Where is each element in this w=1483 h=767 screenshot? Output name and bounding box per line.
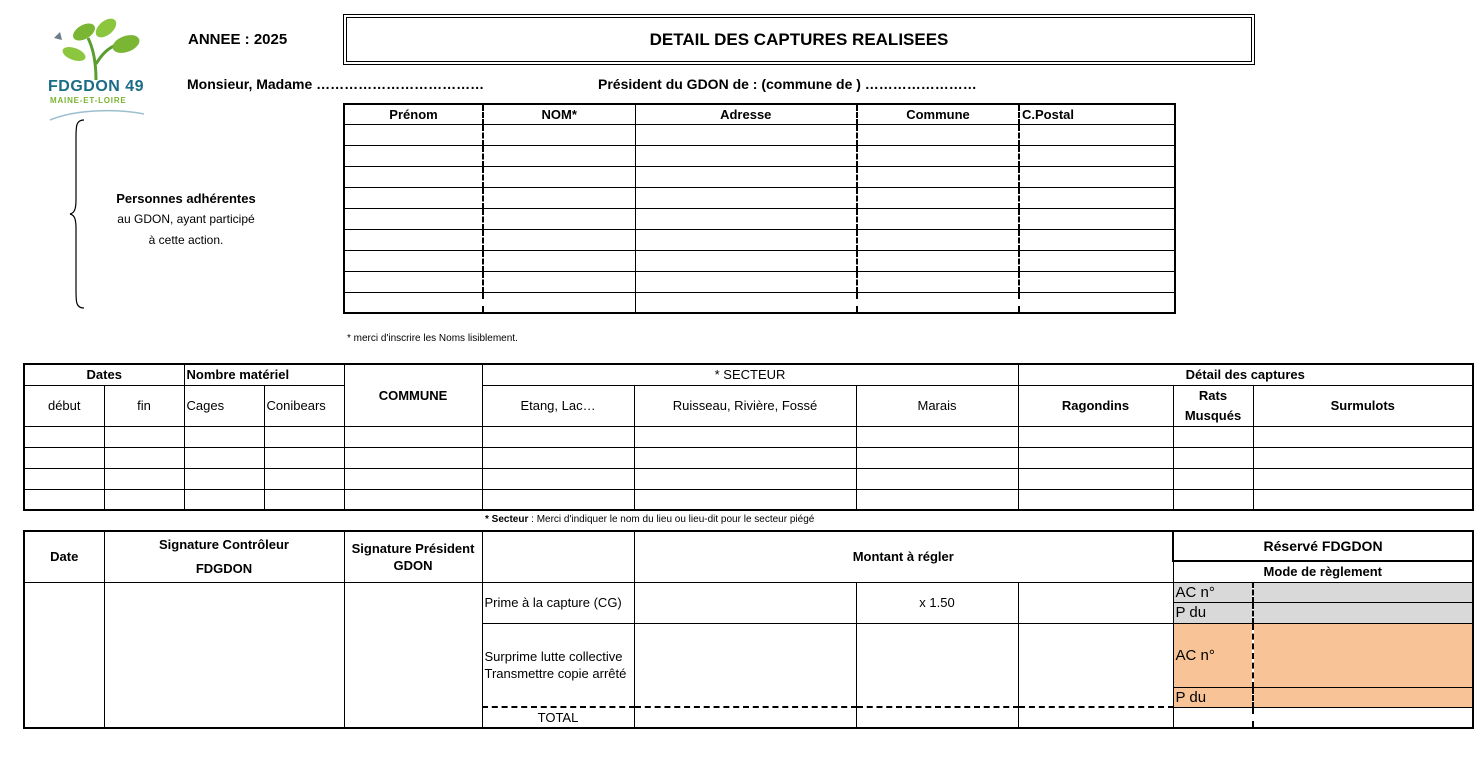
- prime-total-cell[interactable]: [1018, 582, 1173, 623]
- captures-header-row-2: [24, 385, 1473, 426]
- secteur-note: [485, 514, 814, 525]
- member-cell[interactable]: [483, 166, 635, 187]
- member-cell[interactable]: [344, 124, 483, 145]
- materiel-header: Nombre matériel: [184, 364, 344, 385]
- member-cell[interactable]: [344, 208, 483, 229]
- total-amount-cell[interactable]: [634, 707, 856, 728]
- total-total-cell[interactable]: [1018, 707, 1173, 728]
- logo-swoosh-icon: [44, 108, 152, 122]
- capture-cell[interactable]: [24, 426, 104, 447]
- pdu-value-2[interactable]: [1253, 687, 1473, 707]
- prime-amount-cell[interactable]: [634, 582, 856, 623]
- captures-header-row-1: [24, 364, 1473, 385]
- members-label-bold: Personnes adhérentes: [116, 191, 256, 206]
- signature-table: [23, 530, 1474, 729]
- col-cpostal: C.Postal: [1019, 104, 1175, 124]
- member-cell[interactable]: [635, 145, 857, 166]
- pdu-label-2: P du: [1173, 687, 1253, 707]
- member-cell[interactable]: [857, 250, 1019, 271]
- etang-header: Etang, Lac…: [482, 385, 634, 426]
- member-cell[interactable]: [1019, 187, 1175, 208]
- plant-sprout-icon: [44, 14, 152, 84]
- monsieur-field[interactable]: Monsieur, Madame ………………………………: [187, 76, 485, 92]
- capture-cell[interactable]: [482, 489, 634, 510]
- surprime-total-cell[interactable]: [1018, 623, 1173, 707]
- member-cell[interactable]: [483, 250, 635, 271]
- member-row: [344, 292, 1175, 313]
- capture-cell[interactable]: [24, 447, 104, 468]
- capture-cell[interactable]: [104, 489, 184, 510]
- member-cell[interactable]: [483, 229, 635, 250]
- members-label-line3: à cette action.: [148, 233, 224, 247]
- member-cell[interactable]: [635, 271, 857, 292]
- member-cell[interactable]: [1019, 208, 1175, 229]
- surprime-line-1: Surprime lutte collective: [484, 648, 623, 664]
- capture-cell[interactable]: [264, 426, 344, 447]
- capture-cell[interactable]: [184, 489, 264, 510]
- secteur-note-text: : Merci d'indiquer le nom du lieu ou lieu-dit pour le secteur piégé: [528, 514, 815, 525]
- col-adresse: Adresse: [635, 104, 857, 124]
- logo-subtitle: MAINE-ET-LOIRE: [50, 96, 127, 105]
- prime-label: Prime à la capture (CG): [482, 582, 634, 623]
- capture-cell[interactable]: [856, 468, 1018, 489]
- date-cell[interactable]: [24, 582, 104, 728]
- member-cell[interactable]: [483, 208, 635, 229]
- ac-value-2[interactable]: [1253, 623, 1473, 687]
- mode-header: Mode de règlement: [1173, 561, 1473, 582]
- year-label: ANNEE : 2025: [188, 31, 288, 48]
- capture-cell[interactable]: [482, 426, 634, 447]
- member-cell[interactable]: [857, 292, 1019, 313]
- capture-cell[interactable]: [264, 447, 344, 468]
- capture-cell[interactable]: [1173, 447, 1253, 468]
- member-cell[interactable]: [1019, 292, 1175, 313]
- member-cell[interactable]: [857, 187, 1019, 208]
- president-sign-label-2: GDON: [393, 557, 433, 573]
- member-cell[interactable]: [344, 250, 483, 271]
- capture-cell[interactable]: [344, 489, 482, 510]
- debut-header: début: [24, 385, 104, 426]
- capture-cell[interactable]: [482, 447, 634, 468]
- title-box: [343, 14, 1255, 65]
- capture-cell[interactable]: [1018, 468, 1173, 489]
- date-header: Date: [24, 531, 104, 582]
- member-cell[interactable]: [483, 187, 635, 208]
- member-cell[interactable]: [635, 208, 857, 229]
- capture-cell[interactable]: [1018, 447, 1173, 468]
- member-cell[interactable]: [857, 166, 1019, 187]
- total-multiplier-cell[interactable]: [856, 707, 1018, 728]
- capture-cell[interactable]: [1173, 489, 1253, 510]
- capture-cell[interactable]: [104, 468, 184, 489]
- member-row: [344, 145, 1175, 166]
- president-sign-label-1: Signature Président: [351, 540, 475, 556]
- capture-cell[interactable]: [1253, 489, 1473, 510]
- capture-cell[interactable]: [1173, 426, 1253, 447]
- capture-cell[interactable]: [1018, 489, 1173, 510]
- capture-cell[interactable]: [344, 468, 482, 489]
- president-sign-cell[interactable]: [344, 582, 482, 728]
- member-row: [344, 208, 1175, 229]
- capture-cell[interactable]: [264, 489, 344, 510]
- col-prenom: Prénom: [344, 104, 483, 124]
- surprime-multiplier-cell[interactable]: [856, 623, 1018, 707]
- cages-header: Cages: [184, 385, 264, 426]
- member-cell[interactable]: [857, 271, 1019, 292]
- capture-cell[interactable]: [264, 468, 344, 489]
- capture-cell[interactable]: [482, 468, 634, 489]
- member-cell[interactable]: [857, 124, 1019, 145]
- capture-cell[interactable]: [634, 447, 856, 468]
- capture-cell[interactable]: [184, 426, 264, 447]
- capture-cell[interactable]: [1253, 468, 1473, 489]
- members-label: [104, 188, 268, 251]
- member-cell[interactable]: [344, 229, 483, 250]
- capture-cell[interactable]: [634, 426, 856, 447]
- logo-name: FDGDON 49: [48, 78, 145, 95]
- total-label: TOTAL: [482, 707, 634, 728]
- member-cell[interactable]: [344, 292, 483, 313]
- prime-row-1: [24, 582, 1473, 602]
- rats-label: Rats: [1198, 387, 1228, 403]
- member-cell[interactable]: [635, 229, 857, 250]
- capture-cell[interactable]: [344, 426, 482, 447]
- fdgdon-logo: [44, 14, 152, 126]
- ac-value-1[interactable]: [1253, 582, 1473, 602]
- surprime-amount-cell[interactable]: [634, 623, 856, 707]
- member-cell[interactable]: [344, 145, 483, 166]
- marais-header: Marais: [856, 385, 1018, 426]
- member-cell[interactable]: [483, 145, 635, 166]
- blank-header: [482, 531, 634, 582]
- member-cell[interactable]: [1019, 124, 1175, 145]
- dates-header: Dates: [24, 364, 184, 385]
- members-label-line2: au GDON, ayant participé: [117, 212, 255, 226]
- capture-cell[interactable]: [634, 468, 856, 489]
- member-cell[interactable]: [857, 145, 1019, 166]
- capture-cell[interactable]: [104, 426, 184, 447]
- capture-cell[interactable]: [344, 447, 482, 468]
- secteur-header: * SECTEUR: [482, 364, 1018, 385]
- member-row: [344, 166, 1175, 187]
- secteur-note-bold: * Secteur: [485, 514, 529, 525]
- controleur-header: [104, 531, 344, 582]
- member-cell[interactable]: [1019, 166, 1175, 187]
- member-cell[interactable]: [483, 124, 635, 145]
- signature-header-row-1: [24, 531, 1473, 561]
- capture-row: [24, 447, 1473, 468]
- reserve-extra-value[interactable]: [1253, 707, 1473, 728]
- member-cell[interactable]: [1019, 145, 1175, 166]
- montant-header: Montant à régler: [634, 531, 1173, 582]
- col-nom: NOM*: [483, 104, 635, 124]
- capture-row: [24, 468, 1473, 489]
- surmulots-header: Surmulots: [1253, 385, 1473, 426]
- ruisseau-header: Ruisseau, Rivière, Fossé: [634, 385, 856, 426]
- member-cell[interactable]: [483, 271, 635, 292]
- capture-cell[interactable]: [24, 468, 104, 489]
- rats-musques-header: [1173, 385, 1253, 426]
- member-row: [344, 271, 1175, 292]
- controleur-sign-cell[interactable]: [104, 582, 344, 728]
- capture-cell[interactable]: [104, 447, 184, 468]
- member-row: [344, 250, 1175, 271]
- member-cell[interactable]: [635, 250, 857, 271]
- member-cell[interactable]: [344, 187, 483, 208]
- capture-cell[interactable]: [184, 468, 264, 489]
- col-commune: Commune: [857, 104, 1019, 124]
- surprime-label: [482, 623, 634, 707]
- member-cell[interactable]: [483, 292, 635, 313]
- surprime-line-2: Transmettre copie arrêté: [484, 665, 627, 681]
- capture-cell[interactable]: [1253, 426, 1473, 447]
- capture-cell[interactable]: [24, 489, 104, 510]
- member-cell[interactable]: [857, 208, 1019, 229]
- captures-table: [23, 363, 1474, 511]
- member-cell[interactable]: [1019, 250, 1175, 271]
- member-cell[interactable]: [857, 229, 1019, 250]
- member-cell[interactable]: [635, 166, 857, 187]
- ragondins-header: Ragondins: [1018, 385, 1173, 426]
- capture-cell[interactable]: [1253, 447, 1473, 468]
- capture-row: [24, 489, 1473, 510]
- capture-row: [24, 426, 1473, 447]
- members-header-row: [344, 104, 1175, 124]
- prime-multiplier: x 1.50: [856, 582, 1018, 623]
- members-table: [343, 103, 1176, 314]
- pdu-label-1: P du: [1173, 602, 1253, 623]
- capture-cell[interactable]: [856, 489, 1018, 510]
- capture-cell[interactable]: [184, 447, 264, 468]
- member-row: [344, 187, 1175, 208]
- conibears-header: Conibears: [264, 385, 344, 426]
- capture-cell[interactable]: [1018, 426, 1173, 447]
- reserve-header: Réservé FDGDON: [1173, 531, 1473, 561]
- musques-label: Musqués: [1184, 407, 1242, 423]
- member-cell[interactable]: [344, 166, 483, 187]
- reserve-extra-label: [1173, 707, 1253, 728]
- controleur-label-1: Signature Contrôleur: [158, 536, 289, 552]
- fin-header: fin: [104, 385, 184, 426]
- member-cell[interactable]: [635, 187, 857, 208]
- president-sign-header: [344, 531, 482, 582]
- page-title: DETAIL DES CAPTURES REALISEES: [346, 17, 1252, 62]
- pdu-value-1[interactable]: [1253, 602, 1473, 623]
- ac-label-2: AC n°: [1173, 623, 1253, 687]
- capture-cell[interactable]: [856, 447, 1018, 468]
- brace-icon: [66, 118, 90, 310]
- ac-label-1: AC n°: [1173, 582, 1253, 602]
- member-cell[interactable]: [635, 292, 857, 313]
- capture-cell[interactable]: [1173, 468, 1253, 489]
- president-field[interactable]: Président du GDON de : (commune de ) ……………………: [598, 76, 977, 92]
- detail-header: Détail des captures: [1018, 364, 1473, 385]
- member-cell[interactable]: [1019, 271, 1175, 292]
- member-row: [344, 124, 1175, 145]
- capture-cell[interactable]: [634, 489, 856, 510]
- members-note: * merci d'inscrire les Noms lisiblement.: [347, 333, 518, 344]
- member-cell[interactable]: [1019, 229, 1175, 250]
- member-cell[interactable]: [635, 124, 857, 145]
- member-cell[interactable]: [344, 271, 483, 292]
- commune-header: COMMUNE: [344, 364, 482, 426]
- controleur-label-2: FDGDON: [195, 560, 253, 576]
- capture-cell[interactable]: [856, 426, 1018, 447]
- member-row: [344, 229, 1175, 250]
